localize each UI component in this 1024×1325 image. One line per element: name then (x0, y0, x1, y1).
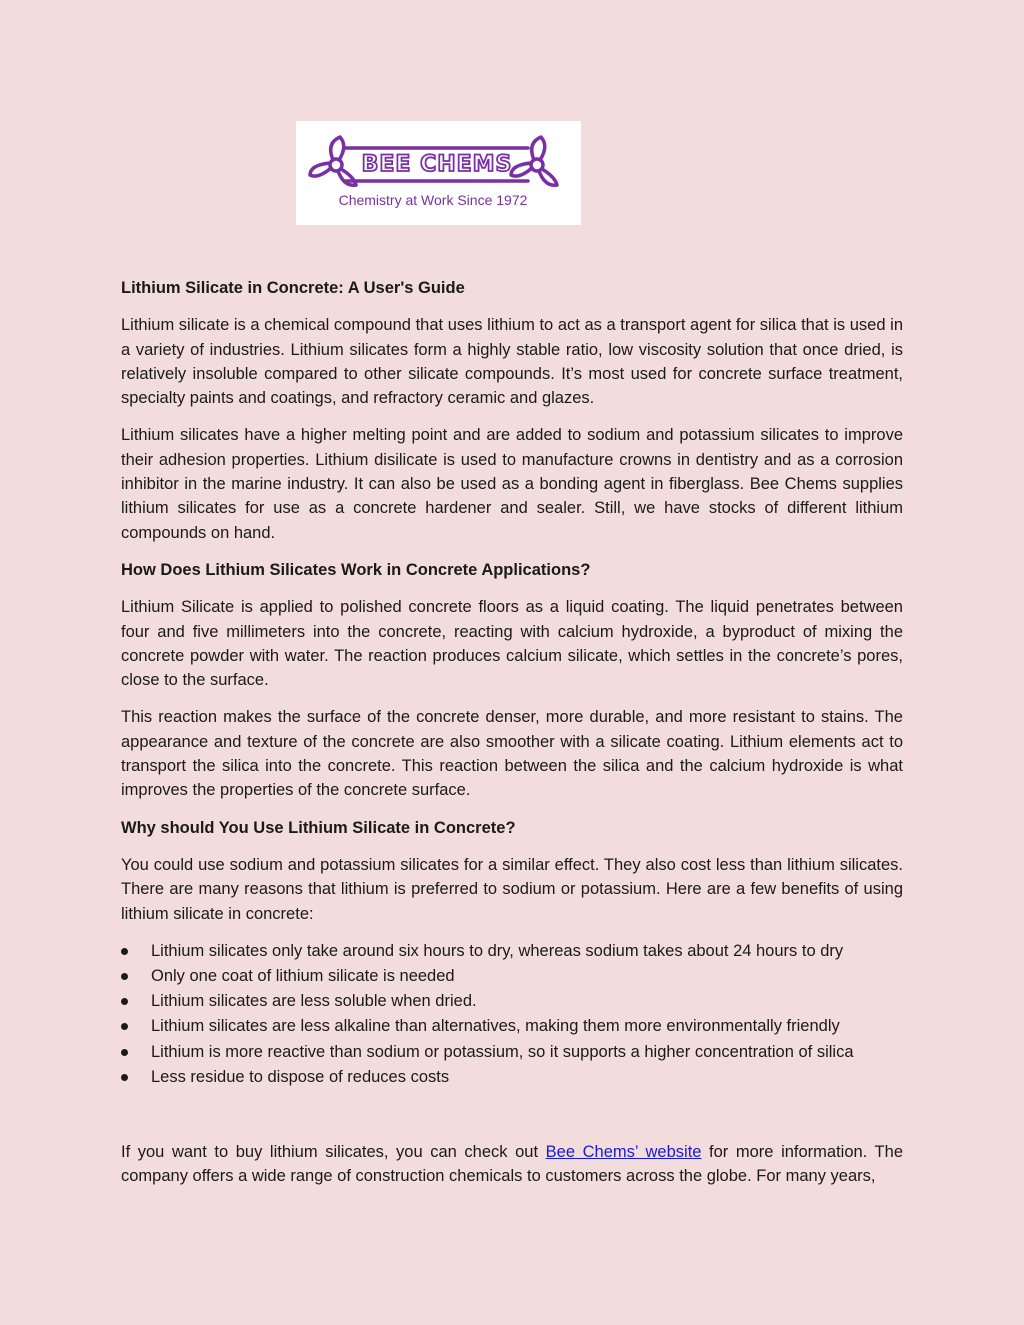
section-heading-how: How Does Lithium Silicates Work in Concrete Applications? (121, 560, 591, 579)
benefits-list (121, 939, 903, 1090)
closing-text-after: for more information. The company offers a wide range of construction chemicals to customers across the globe. For many years, (121, 1143, 903, 1186)
list-item (121, 1040, 903, 1065)
closing-text-before: If you want to buy lithium silicates, you can check out (121, 1143, 546, 1162)
intro-paragraph-1: Lithium silicate is a chemical compound that uses lithium to act as a transport agent for silica that is used in a variety of industries. Lithium silicates form a highly stable ratio, low viscosity solution that once dried, is relatively insoluble compared to other silicate compounds. It’s most used for concrete surface treatment, specialty paints and coatings, and refractory ceramic and glazes. (121, 316, 903, 408)
bullet-icon (121, 948, 128, 955)
logo-graphic (296, 121, 581, 225)
benefit-text: Lithium is more reactive than sodium or potassium, so it supports a higher concentration of silica (151, 1042, 854, 1061)
benefit-text: Lithium silicates are less alkaline than alternatives, making them more environmentally friendly (151, 1017, 840, 1036)
how-paragraph-1: Lithium Silicate is applied to polished concrete floors as a liquid coating. The liquid penetrates between four and five millimeters into the concrete, reacting with calcium hydroxide, a byproduct of mixing the concrete powder with water. The reaction produces calcium silicate, which settles in the concrete’s pores, close to the surface. (121, 598, 903, 690)
bullet-icon (121, 1023, 128, 1030)
article-body (121, 276, 903, 1202)
closing-paragraph (121, 1140, 903, 1189)
bullet-icon (121, 1049, 128, 1056)
how-paragraph-2: This reaction makes the surface of the concrete denser, more durable, and more resistant to stains. The appearance and texture of the concrete are also smoother with a silicate coating. Lithium elements act to transport the silica into the concrete. This reaction between the silica and the calcium hydroxide is what improves the properties of the concrete surface. (121, 708, 903, 800)
benefit-text: Lithium silicates only take around six hours to dry, whereas sodium takes about 24 hours to dry (151, 941, 844, 960)
section-heading-why: Why should You Use Lithium Silicate in Concrete? (121, 818, 516, 837)
article-title: Lithium Silicate in Concrete: A User's Guide (121, 279, 465, 297)
bullet-icon (121, 998, 128, 1005)
list-item (121, 964, 903, 989)
logo-brand-text: BEE CHEMS (361, 152, 513, 177)
list-item (121, 1014, 903, 1039)
benefit-text: Only one coat of lithium silicate is needed (151, 967, 455, 986)
intro-paragraph-2: Lithium silicates have a higher melting point and are added to sodium and potassium silicates to improve their adhesion properties. Lithium disilicate is used to manufacture crowns in dentistry and as a corrosion inhibitor in the marine industry. It can also be used as a bonding agent in fiberglass. Bee Chems supplies lithium silicates for use as a concrete hardener and sealer. Still, we have stocks of different lithium compounds on hand. (121, 426, 903, 542)
benefit-text: Lithium silicates are less soluble when dried. (151, 992, 477, 1011)
bullet-icon (121, 1074, 128, 1081)
list-item (121, 939, 903, 964)
why-paragraph-1: You could use sodium and potassium silicates for a similar effect. They also cost less than lithium silicates. There are many reasons that lithium is preferred to sodium or potassium. Here are a few benefits of using lithium silicate in concrete: (121, 855, 903, 923)
bullet-icon (121, 973, 128, 980)
list-item (121, 989, 903, 1014)
bee-chems-logo (296, 121, 581, 225)
benefit-text: Less residue to dispose of reduces costs (151, 1067, 450, 1086)
bee-chems-website-link[interactable]: Bee Chems’ website (545, 1143, 702, 1162)
list-item (121, 1065, 903, 1090)
logo-tagline: Chemistry at Work Since 1972 (338, 192, 528, 208)
